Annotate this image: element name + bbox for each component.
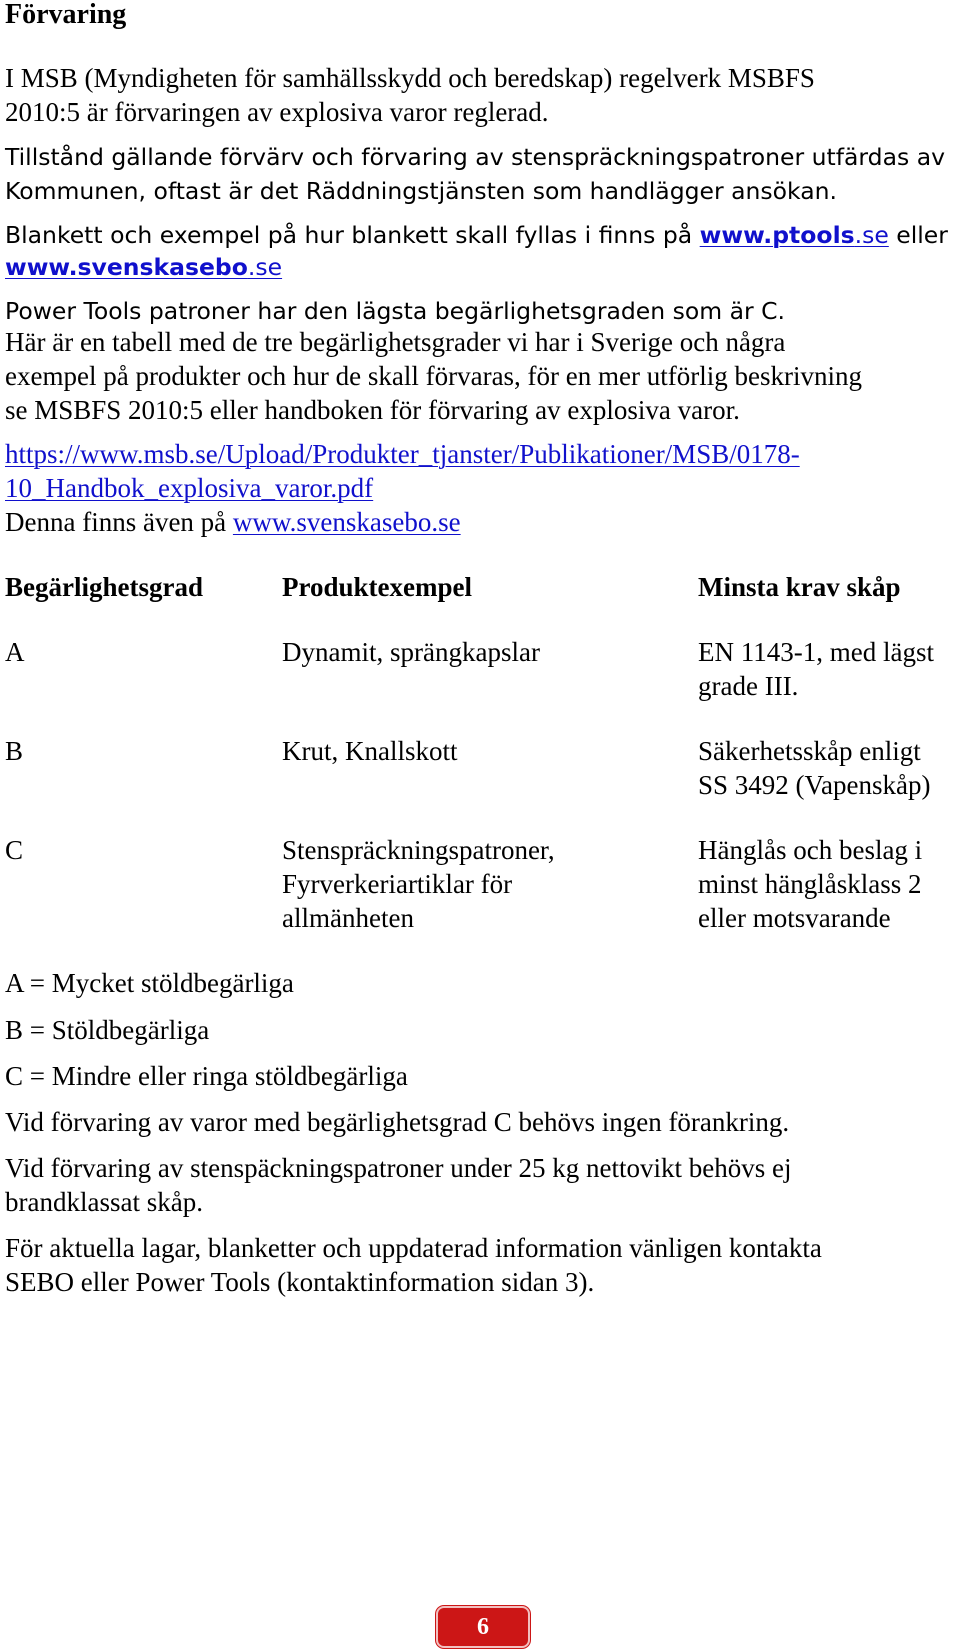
legend-a: A = Mycket stöldbegärliga <box>5 968 294 998</box>
form-info <box>5 218 948 252</box>
handbook-link-wrapper-2 <box>5 471 373 505</box>
legend-b: B = Stöldbegärliga <box>5 1015 210 1045</box>
table-row-a-grade: A <box>5 637 25 667</box>
table-row-c-requirement-1: Hänglås och beslag i <box>698 835 923 865</box>
power-tools-note: Power Tools patroner har den lägsta begärlighetsgraden som är C. <box>5 297 786 325</box>
table-intro-line-2: exempel på produkter och hur de skall förvaras, för en mer utförlig beskrivning <box>5 361 862 391</box>
svenskasebo-link-main: www.svenskasebo <box>5 253 248 281</box>
page-heading: Förvaring <box>5 0 127 30</box>
table-row-b-requirement-2: SS 3492 (Vapenskåp) <box>698 770 931 800</box>
also-available-link[interactable]: www.svenskasebo.se <box>232 507 461 537</box>
table-header-grade: Begärlighetsgrad <box>5 572 203 602</box>
table-header-products: Produktexempel <box>282 572 472 602</box>
svenskasebo-link-tld: .se <box>247 253 283 281</box>
intro-line-2: 2010:5 är förvaringen av explosiva varor reglerad. <box>5 97 549 127</box>
table-row-c-product-3: allmänheten <box>282 903 414 933</box>
fire-note-line-2: brandklassat skåp. <box>5 1187 203 1217</box>
ptools-link[interactable] <box>700 221 889 249</box>
also-available-text: Denna finns även på <box>5 507 233 537</box>
svenskasebo-link[interactable] <box>5 253 282 281</box>
permit-line-2: Kommunen, oftast är det Räddningstjänsten som handlägger ansökan. <box>5 177 838 205</box>
permit-line-1: Tillstånd gällande förvärv och förvaring av stenspräckningspatroner utfärdas av <box>5 143 946 171</box>
contact-note-line-2: SEBO eller Power Tools (kontaktinformation sidan 3). <box>5 1267 595 1297</box>
anchoring-note: Vid förvaring av varor med begärlighetsgrad C behövs ingen förankring. <box>5 1107 790 1137</box>
fire-note-line-1: Vid förvaring av stenspäckningspatroner under 25 kg nettovikt behövs ej <box>5 1153 792 1183</box>
table-row-b-grade: B <box>5 736 24 766</box>
handbook-link-wrapper <box>5 437 800 471</box>
table-row-b-requirement-1: Säkerhetsskåp enligt <box>698 736 921 766</box>
handbook-link-line-1[interactable]: https://www.msb.se/Upload/Produkter_tjanster/Publikationer/MSB/0178- <box>5 439 800 469</box>
table-row-a-requirement-1: EN 1143-1, med lägst <box>698 637 934 667</box>
contact-note-line-1: För aktuella lagar, blanketter och uppdaterad information vänligen kontakta <box>5 1233 822 1263</box>
table-intro-line-1: Här är en tabell med de tre begärlighetsgrader vi har i Sverige och några <box>5 327 786 357</box>
intro-line-1: I MSB (Myndigheten för samhällsskydd och beredskap) regelverk MSBFS <box>5 63 815 93</box>
ptools-link-main: www.ptools <box>699 221 855 249</box>
table-row-a-product-1: Dynamit, sprängkapslar <box>282 637 540 667</box>
form-info-text: Blankett och exempel på hur blankett skall fyllas i finns på <box>5 221 700 249</box>
table-intro-line-3: se MSBFS 2010:5 eller handboken för förvaring av explosiva varor. <box>5 395 740 425</box>
table-header-requirement: Minsta krav skåp <box>698 572 901 602</box>
table-row-c-requirement-2: minst hänglåsklass 2 <box>698 869 922 899</box>
form-info-line-2 <box>5 250 282 284</box>
table-row-c-product-2: Fyrverkeriartiklar för <box>282 869 513 899</box>
page-number-badge: 6 <box>438 1608 528 1646</box>
table-row-c-requirement-3: eller motsvarande <box>698 903 891 933</box>
form-info-between: eller <box>888 221 948 249</box>
also-available <box>5 505 461 539</box>
table-row-c-grade: C <box>5 835 24 865</box>
table-row-b-product-1: Krut, Knallskott <box>282 736 458 766</box>
legend-c: C = Mindre eller ringa stöldbegärliga <box>5 1061 408 1091</box>
ptools-link-tld: .se <box>854 221 889 249</box>
table-row-c-product-1: Stenspräckningspatroner, <box>282 835 555 865</box>
handbook-link-line-2[interactable]: 10_Handbok_explosiva_varor.pdf <box>5 473 374 503</box>
table-row-a-requirement-2: grade III. <box>698 671 799 701</box>
